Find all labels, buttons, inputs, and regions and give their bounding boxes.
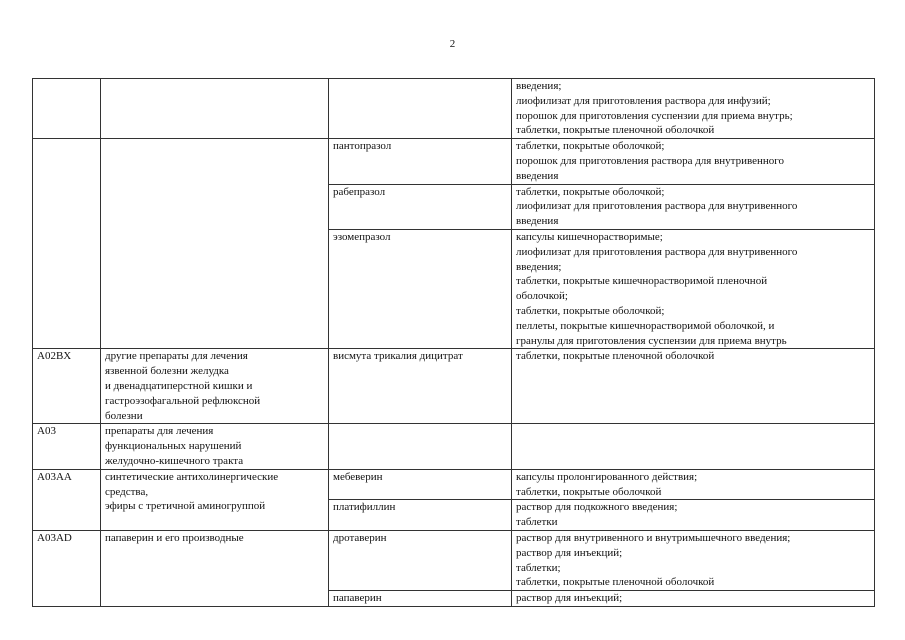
table-row bbox=[33, 530, 875, 590]
drug-name-cell: платифиллин bbox=[329, 500, 512, 531]
dosage-forms-cell: таблетки, покрытые пленочной оболочкой bbox=[512, 349, 875, 424]
table-row bbox=[33, 469, 875, 500]
drug-name-cell: папаверин bbox=[329, 591, 512, 607]
dosage-forms-cell: капсулы кишечнорастворимые; лиофилизат для приготовления раствора для внутривенного введения; таблетки, покрытые кишечнорастворимой пленочной оболочкой; таблетки, покрытые оболочкой; пеллеты, покрытые кишечнорастворимой оболочкой, и гранулы для приготовления суспензии для приема внутрь bbox=[512, 229, 875, 348]
drug-name-cell: пантопразол bbox=[329, 139, 512, 184]
dosage-forms-cell bbox=[512, 424, 875, 469]
dosage-forms-cell: таблетки, покрытые оболочкой; порошок для приготовления раствора для внутривенного введения bbox=[512, 139, 875, 184]
drug-name-cell bbox=[329, 424, 512, 469]
drug-group-cell: папаверин и его производные bbox=[101, 530, 329, 606]
atc-code-cell: A02BX bbox=[33, 349, 101, 424]
drug-name-cell: висмута трикалия дицитрат bbox=[329, 349, 512, 424]
dosage-forms-cell: раствор для инъекций; bbox=[512, 591, 875, 607]
atc-code-cell bbox=[33, 79, 101, 139]
atc-code-cell: A03AD bbox=[33, 530, 101, 606]
drug-group-cell bbox=[101, 79, 329, 139]
table-row bbox=[33, 349, 875, 424]
table-row bbox=[33, 79, 875, 139]
atc-code-cell bbox=[33, 139, 101, 349]
dosage-forms-cell: таблетки, покрытые оболочкой; лиофилизат для приготовления раствора для внутривенного введения bbox=[512, 184, 875, 229]
drug-name-cell: дротаверин bbox=[329, 530, 512, 590]
table-row bbox=[33, 424, 875, 469]
drug-name-cell: эзомепразол bbox=[329, 229, 512, 348]
drug-group-cell bbox=[101, 139, 329, 349]
dosage-forms-cell: введения; лиофилизат для приготовления раствора для инфузий; порошок для приготовления суспензии для приема внутрь; таблетки, покрытые пленочной оболочкой bbox=[512, 79, 875, 139]
table-row bbox=[33, 139, 875, 184]
atc-code-cell: A03AA bbox=[33, 469, 101, 530]
dosage-forms-cell: раствор для подкожного введения; таблетки bbox=[512, 500, 875, 531]
drug-group-cell: препараты для лечения функциональных нарушений желудочно-кишечного тракта bbox=[101, 424, 329, 469]
drug-group-cell: синтетические антихолинергические средства, эфиры с третичной аминогруппой bbox=[101, 469, 329, 530]
drug-name-cell: рабепразол bbox=[329, 184, 512, 229]
drug-group-cell: другие препараты для лечения язвенной болезни желудка и двенадцатиперстной кишки и гастроэзофагальной рефлюксной болезни bbox=[101, 349, 329, 424]
atc-code-cell: A03 bbox=[33, 424, 101, 469]
drug-name-cell bbox=[329, 79, 512, 139]
drug-name-cell: мебеверин bbox=[329, 469, 512, 500]
dosage-forms-cell: раствор для внутривенного и внутримышечного введения; раствор для инъекций; таблетки; таблетки, покрытые пленочной оболочкой bbox=[512, 530, 875, 590]
page-number: 2 bbox=[449, 38, 456, 50]
dosage-forms-cell: капсулы пролонгированного действия; таблетки, покрытые оболочкой bbox=[512, 469, 875, 500]
drug-table bbox=[32, 78, 875, 607]
